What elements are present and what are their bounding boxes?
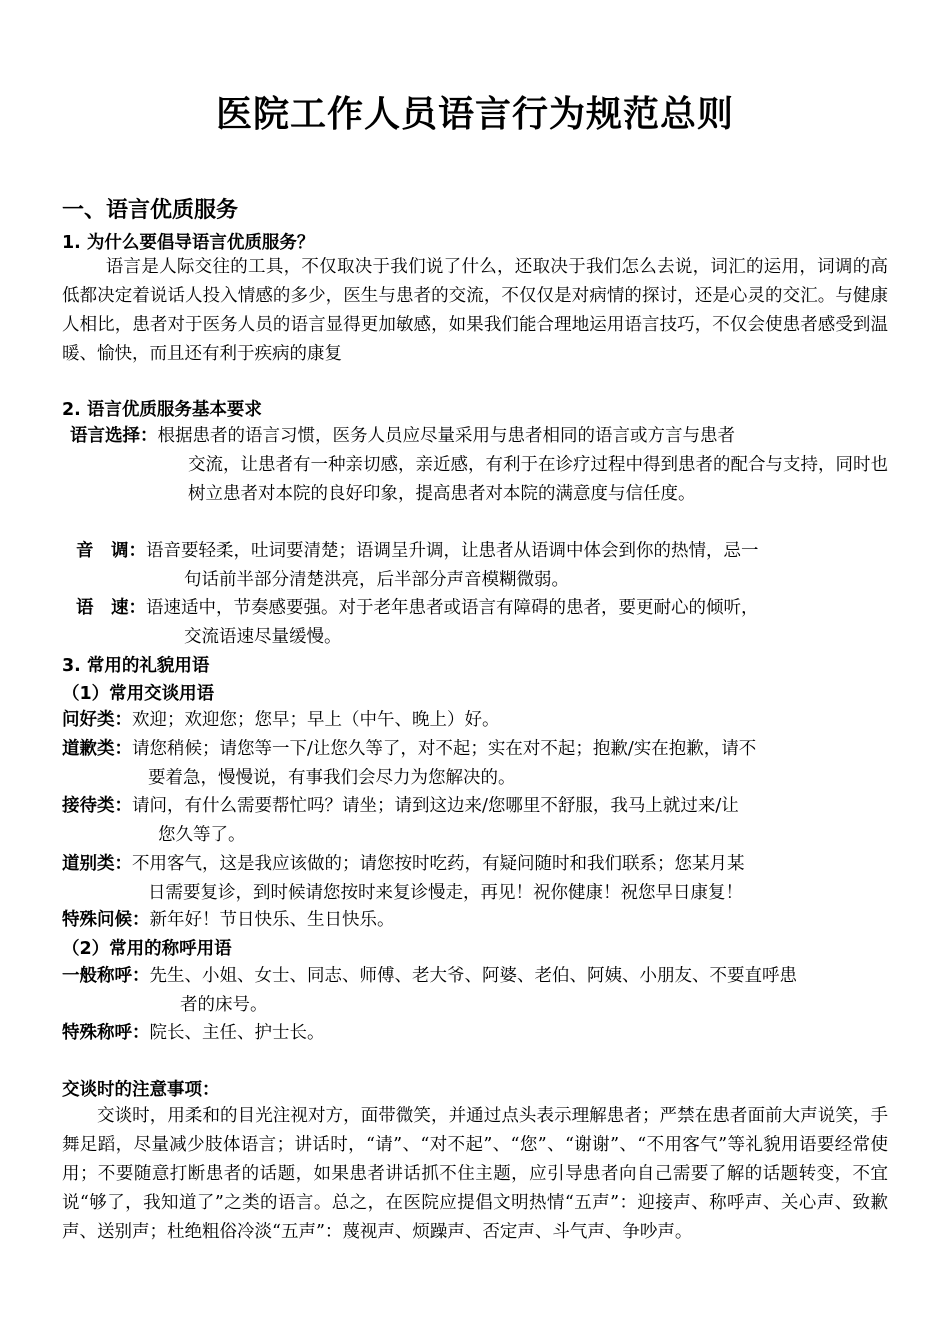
item-continuation: 交流，让患者有一种亲切感，亲近感，有利于在诊疗过程中得到患者的配合与支持，同时也树立患者对本院的良好印象，提高患者对本院的满意度与信任度。 [188,455,888,504]
item-text: 语音要轻柔，吐词要清楚；语调呈升调，让患者从语调中体会到你的热情，忌一 [146,541,759,561]
item-continuation: 者的床号。 [180,995,268,1015]
document-title: 医院工作人员语言行为规范总则 [215,94,734,135]
talk-farewell [62,850,892,908]
item-label: 语 速： [76,598,146,618]
notes-paragraph: 交谈时，用柔和的目光注视对方，面带微笑，并通过点头表示理解患者；严禁在患者面前大声说笑，手舞足蹈，尽量减少肢体语言；讲话时，“请”、“对不起”、“您”、“谢谢”、“不用客气”等礼貌用语要经常使用；不要随意打断患者的话题，如果患者讲话抓不住主题，应引导患者向自己需要了解的话题转变，不宜说“够了，我知道了”之类的语言。总之，在医院应提倡文明热情“五声”：迎接声、称呼声、关心声、致歉声、送别声；杜绝粗俗冷淡“五声”：蔑视声、烦躁声、否定声、斗气声、争吵声。 [62,1106,888,1242]
talk-reception [62,792,892,850]
question-1-heading: 1. 为什么要倡导语言优质服务？ [62,233,315,253]
item-continuation: 交流语速尽量缓慢。 [184,627,342,647]
item-label: 一般称呼： [62,966,150,986]
address-special [62,1019,892,1048]
address-general [62,962,892,1020]
requirement-tone [76,537,906,595]
subheading-address: （2）常用的称呼用语 [62,939,232,959]
intro-paragraph: 语言是人际交往的工具，不仅取决于我们说了什么，还取决于我们怎么去说，词汇的运用，词调的高低都决定着说话人投入情感的多少，医生与患者的交流，不仅仅是对病情的探讨，还是心灵的交汇。与健康人相比，患者对于医务人员的语言显得更加敏感，如果我们能合理地运用语言技巧，不仅会使患者感受到温暖、愉快，而且还有利于疾病的康复 [62,257,888,364]
item-continuation: 日需要复诊，到时候请您按时来复诊慢走，再见！祝你健康！祝您早日康复！ [148,883,743,903]
item-label: 道歉类： [62,739,132,759]
subheading-talk: （1）常用交谈用语 [62,684,215,704]
item-label: 道别类： [62,854,132,874]
item-label: 语言选择： [70,426,158,446]
item-continuation: 您久等了。 [158,825,246,845]
item-text: 请问，有什么需要帮忙吗？请坐；请到这边来/您哪里不舒服，我马上就过来/让 [132,796,739,816]
item-text: 欢迎；欢迎您；您早；早上（中午、晚上）好。 [132,710,500,730]
item-continuation: 句话前半部分清楚洪亮，后半部分声音模糊微弱。 [184,570,569,590]
item-text: 不用客气，这是我应该做的；请您按时吃药，有疑问随时和我们联系；您某月某 [132,854,745,874]
question-3-heading: 3. 常用的礼貌用语 [62,656,210,676]
item-label: 音 调： [76,541,146,561]
item-text: 语速适中，节奏感要强。对于老年患者或语言有障碍的患者，要更耐心的倾听， [146,598,759,618]
item-label: 特殊问候： [62,910,150,930]
talk-greeting [62,706,892,735]
item-text: 请您稍候；请您等一下/让您久等了，对不起；实在对不起；抱歉/实在抱歉，请不 [132,739,757,759]
item-text: 新年好！节日快乐、生日快乐。 [149,910,395,930]
item-text: 先生、小姐、女士、同志、师傅、老大爷、阿婆、老伯、阿姨、小朋友、不要直呼患 [149,966,797,986]
item-text: 根据患者的语言习惯，医务人员应尽量采用与患者相同的语言或方言与患者 [157,426,735,446]
requirement-speed [76,594,906,652]
notes-heading: 交谈时的注意事项： [62,1080,220,1100]
section-heading: 一、语言优质服务 [62,198,239,223]
item-label: 接待类： [62,796,132,816]
item-text: 院长、主任、护士长。 [149,1023,325,1043]
item-label: 特殊称呼： [62,1023,150,1043]
item-label: 问好类： [62,710,132,730]
item-continuation: 要着急，慢慢说，有事我们会尽力为您解决的。 [148,768,516,788]
requirement-language-choice [70,422,900,509]
question-2-heading: 2. 语言优质服务基本要求 [62,400,262,420]
talk-apology [62,735,892,793]
talk-special-greeting [62,906,892,935]
